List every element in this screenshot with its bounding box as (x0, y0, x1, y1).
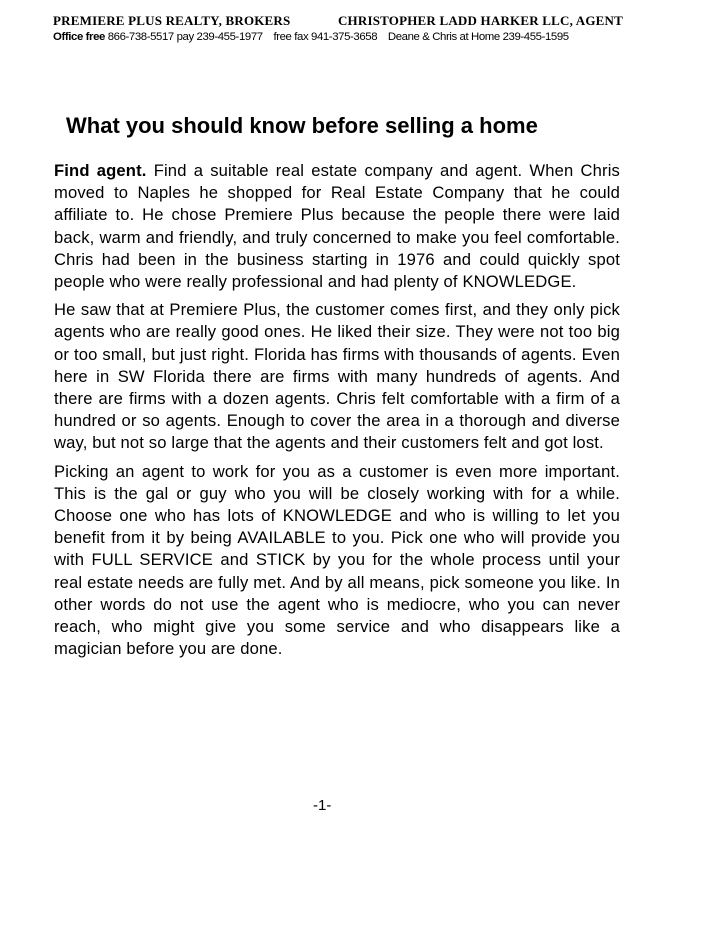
office-label: Office free (53, 31, 105, 43)
agent-name: CHRISTOPHER LADD HARKER LLC, AGENT (337, 13, 623, 28)
paragraph-picking-agent: Picking an agent to work for you as a customer is even more important. This is the gal or guy who you will be closely working with for a while. Choose one who has lots of KNOWLEDGE and who is willing to let you benefit from it by being AVAILABLE to you. Pick one who will provide you with FULL SERVICE and STICK by you for the whole process until your real estate needs are fully met. And by all means, pick someone you like. In other words do not use the agent who is mediocre, who you can never reach, who might give you some service and who disappears like a magician before you are done. (54, 461, 620, 659)
paragraph-find-agent (54, 160, 620, 293)
page-header-top (53, 13, 623, 29)
brokerage-name: PREMIERE PLUS REALTY, BROKERS (53, 13, 291, 28)
paragraph-text: Find a suitable real estate company and agent. When Chris moved to Naples he shopped for Real Estate Company that he could affiliate to. He chose Premiere Plus because the people there were laid back, warm and friendly, and truly concerned to make you feel comfortable. Chris had been in the business starting in 1976 and could quickly spot people who were really professional and had plenty of KNOWLEDGE. (54, 161, 620, 292)
paragraph-lead: Find agent. (54, 161, 147, 180)
page-number: -1- (313, 797, 332, 814)
office-numbers: 866-738-5517 pay 239-455-1977 (107, 31, 263, 43)
document-title: What you should know before selling a home (66, 113, 538, 138)
paragraph-premiere-plus: He saw that at Premiere Plus, the customer comes first, and they only pick agents who are really good ones. He liked their size. They were not too big or too small, but just right. Florida has firms with thousands of agents. Even here in SW Florida there are firms with many hundreds of agents. And there are firms with a dozen agents. Chris felt comfortable with a firm of a hundred or so agents. Enough to cover the area in a thorough and diverse way, but not so large that the agents and their customers felt and got lost. (54, 300, 620, 453)
page-header-contacts (53, 31, 569, 43)
home-number: Deane & Chris at Home 239-455-1595 (387, 31, 569, 43)
document-body (54, 160, 620, 666)
fax-number: free fax 941-375-3658 (273, 31, 378, 43)
